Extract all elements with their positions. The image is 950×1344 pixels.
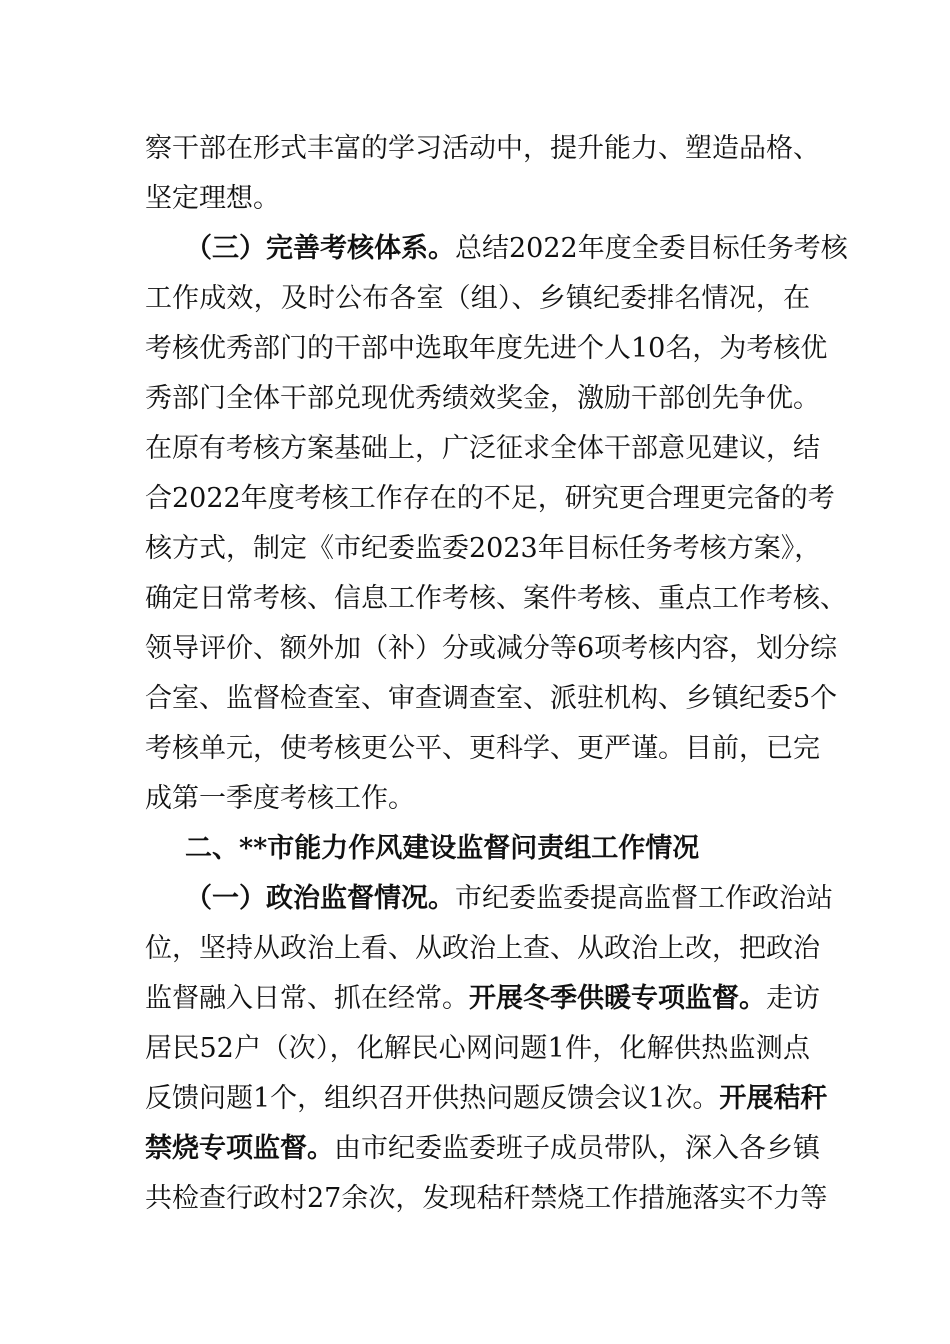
paragraph-line: 领导评价、额外加（补）分或减分等6项考核内容，划分综	[145, 633, 838, 664]
paragraph-line: 在原有考核方案基础上，广泛征求全体干部意见建议，结	[145, 433, 820, 464]
paragraph-line	[145, 974, 820, 1024]
subsection-heading: （三）完善考核体系。	[185, 233, 455, 264]
paragraph-text: 监督融入日常、抓在经常。	[145, 983, 469, 1014]
paragraph-text: 总结2022年度全委目标任务考核	[455, 233, 848, 264]
paragraph-line: 居民52户（次），化解民心网问题1件，化解供热监测点	[145, 1033, 810, 1064]
paragraph-line: 共检查行政村27余次，发现秸秆禁烧工作措施落实不力等	[145, 1183, 828, 1214]
subsection-heading: （一）政治监督情况。	[185, 883, 455, 914]
paragraph-line: 成第一季度考核工作。	[145, 783, 415, 814]
paragraph-line: 秀部门全体干部兑现优秀绩效奖金，激励干部创先争优。	[145, 383, 820, 414]
paragraph-text: 走访	[766, 983, 820, 1014]
paragraph-line	[185, 874, 833, 924]
bold-phrase: 开展冬季供暖专项监督。	[469, 983, 766, 1014]
paragraph-line: 位，坚持从政治上看、从政治上查、从政治上改，把政治	[145, 933, 820, 964]
paragraph-line: 察干部在形式丰富的学习活动中，提升能力、塑造品格、	[145, 133, 820, 164]
paragraph-line: 考核单元，使考核更公平、更科学、更严谨。目前，已完	[145, 733, 820, 764]
paragraph-line: 确定日常考核、信息工作考核、案件考核、重点工作考核、	[145, 583, 847, 614]
paragraph-line: 工作成效，及时公布各室（组）、乡镇纪委排名情况，在	[145, 283, 810, 314]
section-heading: 二、**市能力作风建设监督问责组工作情况	[185, 833, 700, 864]
paragraph-line	[145, 1074, 828, 1124]
paragraph-line	[185, 224, 848, 274]
bold-phrase: 禁烧专项监督。	[145, 1133, 334, 1164]
paragraph-line: 合室、监督检查室、审查调查室、派驻机构、乡镇纪委5个	[145, 683, 838, 714]
bold-phrase: 开展秸秆	[719, 1083, 828, 1114]
paragraph-line: 合2022年度考核工作存在的不足，研究更合理更完备的考	[145, 483, 835, 514]
paragraph-line: 考核优秀部门的干部中选取年度先进个人10名，为考核优	[145, 333, 828, 364]
paragraph-line: 坚定理想。	[145, 183, 280, 214]
paragraph-text: 由市纪委监委班子成员带队，深入各乡镇	[334, 1133, 820, 1164]
paragraph-text: 反馈问题1个，组织召开供热问题反馈会议1次。	[145, 1083, 720, 1114]
paragraph-line	[145, 1124, 820, 1174]
paragraph-line: 核方式，制定《市纪委监委2023年目标任务考核方案》，	[145, 533, 822, 564]
paragraph-text: 市纪委监委提高监督工作政治站	[455, 883, 833, 914]
